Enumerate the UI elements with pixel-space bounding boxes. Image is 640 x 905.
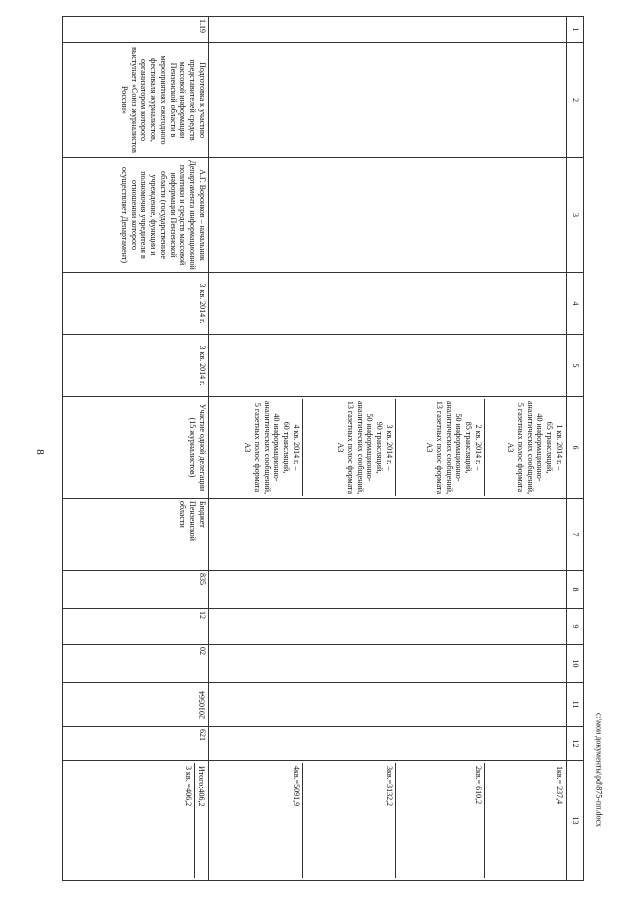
col-number: 4: [567, 273, 584, 335]
plan-table: [62, 16, 584, 881]
quarterly-amounts-cell: [209, 761, 567, 881]
table-row: [209, 17, 567, 881]
quarter-amount: 2кв.= 610,2: [396, 763, 485, 878]
funding-source: Бюджет Пензенской области: [63, 499, 209, 571]
code-cell: [63, 683, 209, 727]
column-number-row: [567, 17, 584, 881]
code-cell-text: 2010564: [197, 690, 207, 719]
col-number: 3: [567, 158, 584, 273]
row-number: 1.19: [63, 17, 209, 43]
expected-result: Участие одной делегации (15 журналистов): [63, 397, 209, 499]
col-number: 9: [567, 609, 584, 645]
quarter-result: 2 кв. 2014 г. – 85 трансляций, 50 информационно-аналитических сообщений, 13 газетных полос формата А3: [396, 399, 485, 496]
col-number: 8: [567, 571, 584, 609]
start-period: 3 кв. 2014 г.: [63, 273, 209, 335]
end-period: 3 кв. 2014 г.: [63, 335, 209, 397]
col-number: 6: [567, 397, 584, 499]
code-cell: 12: [63, 609, 209, 645]
quarter-amount: 3кв.=3132,2: [303, 763, 396, 878]
col-number: 10: [567, 645, 584, 683]
quarterly-results-cell: [209, 397, 567, 499]
col-number: 7: [567, 499, 584, 571]
col-number: 5: [567, 335, 584, 397]
code-cell: 02: [63, 645, 209, 683]
col-number: 13: [567, 761, 584, 881]
col-number: 1: [567, 17, 584, 43]
col-number: 11: [567, 683, 584, 727]
table-row: [63, 17, 209, 881]
amount-cell: [63, 761, 209, 881]
code-cell: 835: [63, 571, 209, 609]
responsible-person: А.Г. Воронков – начальник Департамента информационной политики и средств массовой информации Пензенской области (государственное учреждение, функции и полномочия учредителя в отношении которого осуществляет Департамент): [63, 158, 209, 273]
quarter-amount: 3 кв. =406,2: [183, 763, 196, 878]
quarter-amount: 4кв.=5091,9: [210, 763, 303, 878]
total-amount: Итого:406,2: [197, 766, 206, 807]
quarter-amount: 1кв.= 237,4: [555, 766, 564, 805]
file-path-footer: c:\мои документы\pd\875-пп.docx: [594, 712, 604, 828]
rotated-table-wrapper: [62, 16, 584, 880]
col-number: 12: [567, 727, 584, 761]
page-number: 8: [34, 449, 46, 455]
activity-name: Подготовка к участию представителей средств массовой информации Пензенской области в мероприятиях ежегодного фестиваля журналистов, организатором которого выступает «Союз журналистов России»: [63, 43, 209, 158]
quarter-result: 4 кв. 2014 г. – 60 трансляций, 40 информационно-аналитических сообщений, 5 газетных полос формата А3: [210, 399, 303, 496]
col-number: 2: [567, 43, 584, 158]
code-cell: 621: [63, 727, 209, 761]
quarter-result: 3 кв. 2014 г. – 90 трансляций, 50 информационно-аналитических сообщений, 13 газетных полос формата А3: [303, 399, 396, 496]
quarter-result: 1 кв. 2014 г. – 65 трансляций, 40 информационно-аналитических сообщений, 5 газетных полос формата А3: [506, 400, 564, 495]
